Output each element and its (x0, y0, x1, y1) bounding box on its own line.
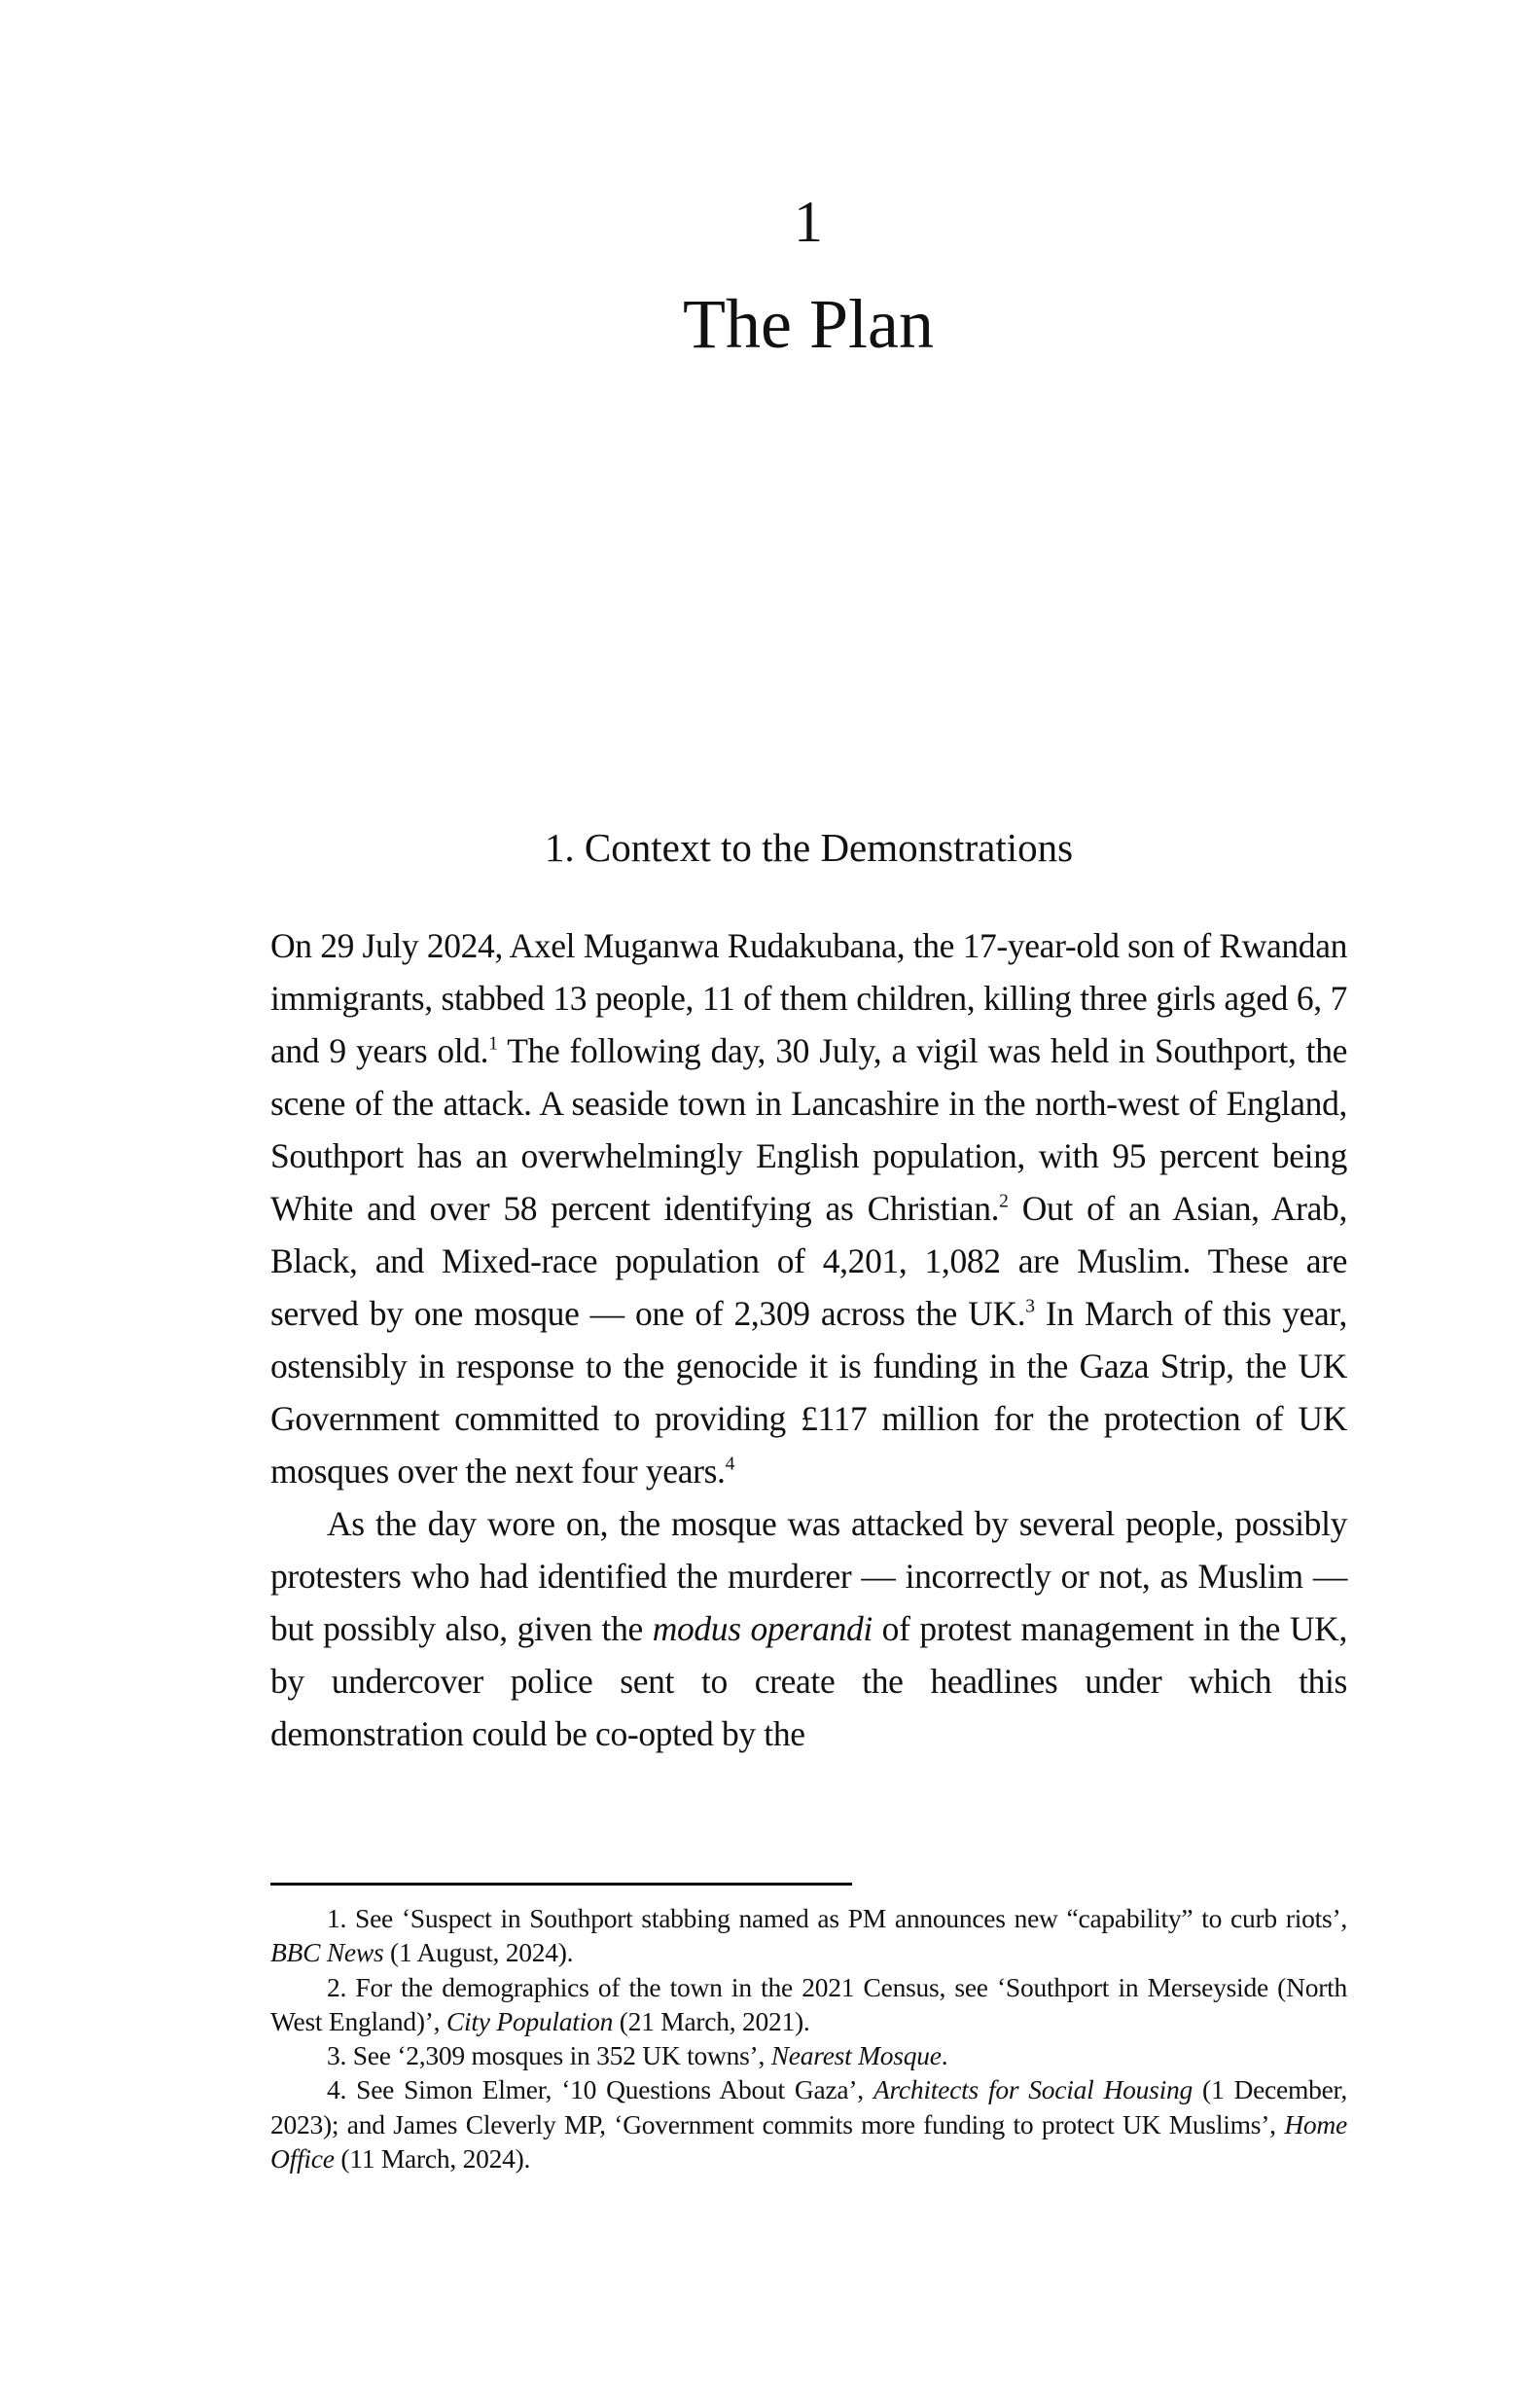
footnote-3 (270, 2038, 1347, 2072)
body-text (270, 919, 1347, 1760)
footnote-ref-4[interactable]: 4 (725, 1454, 734, 1475)
footnote-2-source: City Population (445, 2005, 614, 2036)
footnote-1-text: 1. See ‘Suspect in Southport stabbing named as PM announces new “capability” to curb riots’, (327, 1903, 1347, 1933)
footnote-1-source: BBC News (270, 1937, 384, 1968)
footnote-1-date: (1 August, 2024). (383, 1937, 574, 1968)
paragraph-1 (270, 919, 1347, 1497)
footnote-2-text: 2. For the demographics of the town in the 2021 Census, see ‘Southport in Merseyside (North West England)’, (270, 1971, 1347, 2036)
chapter-title: The Plan (683, 285, 934, 363)
footnote-4-text-2: (1 December, 2023); and James Cleverly MP, ‘Government commits more funding to protect UK Muslims’, (270, 2074, 1347, 2139)
paragraph-1-sentence-2: The following day, 30 July, a vigil was held in Southport, the scene of the attack. A seaside town in Lancashire in the north-west of England, Southport has an overwhelmingly English population, with 95 percent being White and over 58 percent identifying as Christian. (270, 1031, 1347, 1228)
footnote-2 (270, 1970, 1347, 2039)
paragraph-1-sentence-3: Out of an Asian, Arab, Black, and Mixed-race population of 4,201, 1,082 are Muslim. These are served by one mosque — one of 2,309 across the UK. (270, 1189, 1347, 1333)
section-heading: 1. Context to the Demonstrations (544, 825, 1074, 870)
footnote-ref-2[interactable]: 2 (999, 1191, 1009, 1212)
footnote-4 (270, 2072, 1347, 2175)
footnote-ref-1[interactable]: 1 (488, 1033, 498, 1055)
paragraph-2-text-a: As the day wore on, the mosque was attacked by several people, possibly protesters who had identified the murderer — incorrectly or not, as Muslim — but possibly also, given the (270, 1504, 1347, 1648)
footnote-ref-3[interactable]: 3 (1025, 1296, 1035, 1317)
footnote-4-source-1: Architects for Social Housing (873, 2074, 1194, 2105)
footnotes (270, 1901, 1347, 2175)
chapter-number: 1 (794, 190, 823, 254)
footnote-4-text: 4. See Simon Elmer, ‘10 Questions About Gaza’, (327, 2074, 873, 2105)
footnote-1 (270, 1901, 1347, 1970)
paragraph-2 (270, 1497, 1347, 1760)
paragraph-1-sentence-1: On 29 July 2024, Axel Muganwa Rudakubana, the 17-year-old son of Rwandan immigrants, stabbed 13 people, 11 of them children, killing three girls aged 6, 7 and 9 years old. (270, 926, 1347, 1070)
footnote-divider (270, 1883, 852, 1886)
paragraph-2-italic: modus operandi (652, 1609, 873, 1648)
paragraph-1-sentence-4: In March of this year, ostensibly in response to the genocide it is funding in the Gaza Strip, the UK Government committed to providing £117 million for the protection of UK mosques over the next four years. (270, 1294, 1348, 1491)
paragraph-2-text-b: of protest management in the UK, by undercover police sent to create the headlines under which this demonstration could be co-opted by the (270, 1609, 1347, 1753)
footnote-3-source: Nearest Mosque (770, 2040, 942, 2071)
footnote-3-text: 3. See ‘2,309 mosques in 352 UK towns’, (327, 2040, 771, 2071)
footnote-3-end: . (941, 2040, 948, 2071)
footnote-2-date: (21 March, 2021). (613, 2005, 810, 2036)
footnote-4-source-2: Home Office (270, 2108, 1347, 2174)
footnote-4-date: (11 March, 2024). (334, 2143, 531, 2174)
